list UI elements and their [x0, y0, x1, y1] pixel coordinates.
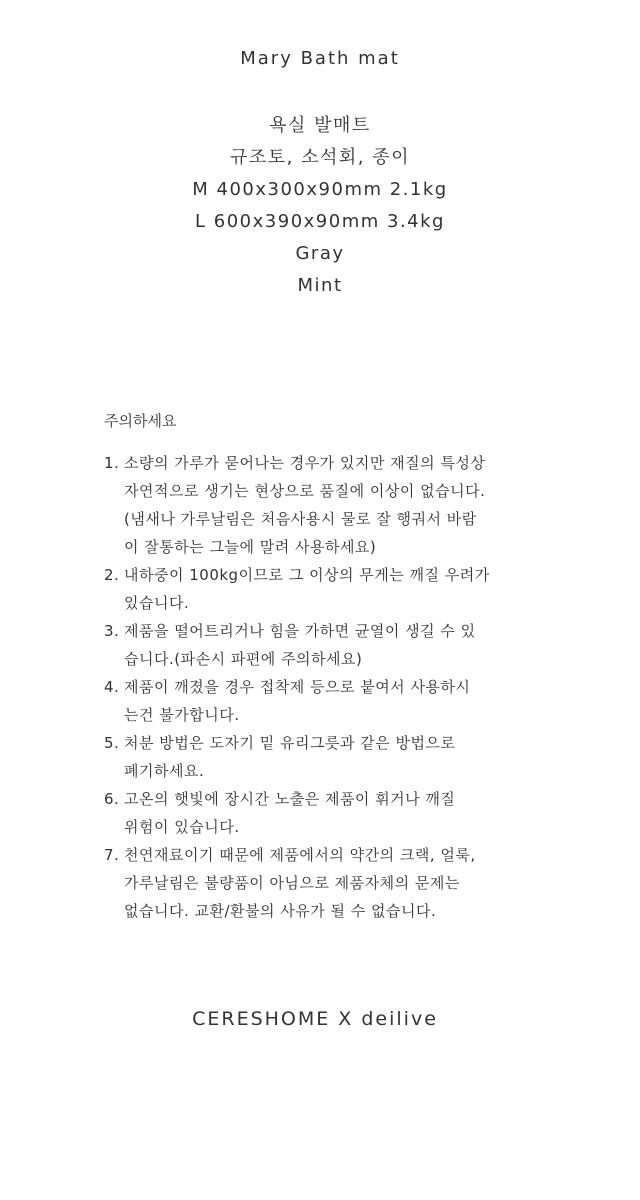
caution-item-number: 6. [104, 790, 120, 808]
caution-item-text: 제품을 떨어트리거나 힘을 가하면 균열이 생길 수 있 습니다.(파손시 파편에 주의하세요) [124, 622, 476, 668]
spec-size-l: L 600x390x90mm 3.4kg [195, 211, 445, 232]
spec-color-gray: Gray [295, 243, 345, 264]
caution-item [104, 729, 544, 785]
caution-item-number: 2. [104, 566, 120, 584]
caution-item [104, 449, 544, 561]
caution-title: 주의하세요 [104, 412, 177, 430]
product-title: Mary Bath mat [240, 48, 400, 69]
caution-item-number: 1. [104, 454, 120, 472]
caution-item [104, 841, 544, 925]
spec-material: 규조토, 소석회, 종이 [230, 147, 410, 168]
caution-item [104, 561, 544, 617]
caution-item-number: 7. [104, 846, 120, 864]
caution-item-text: 처분 방법은 도자기 밑 유리그릇과 같은 방법으로 폐기하세요. [124, 734, 456, 780]
caution-item [104, 785, 544, 841]
caution-item-text: 천연재료이기 때문에 제품에서의 약간의 크랙, 얼룩, 가루날림은 불량품이 아님으로 제품자체의 문제는 없습니다. 교환/환불의 사유가 될 수 없습니다. [124, 846, 476, 920]
spec-size-m: M 400x300x90mm 2.1kg [192, 179, 448, 200]
caution-item-text: 고온의 햇빛에 장시간 노출은 제품이 휘거나 깨질 위험이 있습니다. [124, 790, 456, 836]
caution-item-number: 3. [104, 622, 120, 640]
caution-item-number: 5. [104, 734, 120, 752]
caution-item-text: 소량의 가루가 묻어나는 경우가 있지만 재질의 특성상 자연적으로 생기는 현상으로 품질에 이상이 없습니다. (냄새나 가루날림은 처음사용시 물로 잘 행궈서 바람 이 잘통하는 그늘에 말려 사용하세요) [124, 454, 486, 556]
caution-item-number: 4. [104, 678, 120, 696]
product-spec [0, 110, 640, 302]
spec-category: 욕실 발매트 [269, 115, 371, 136]
caution-section [104, 410, 544, 925]
caution-item [104, 617, 544, 673]
caution-item-text: 내하중이 100kg이므로 그 이상의 무게는 깨질 우려가 있습니다. [124, 566, 490, 612]
spec-color-mint: Mint [297, 275, 343, 296]
brand-footer: CERESHOME X deilive [192, 1008, 438, 1030]
caution-item-text: 제품이 깨졌을 경우 접착제 등으로 붙여서 사용하시 는건 불가합니다. [124, 678, 471, 724]
caution-item [104, 673, 544, 729]
